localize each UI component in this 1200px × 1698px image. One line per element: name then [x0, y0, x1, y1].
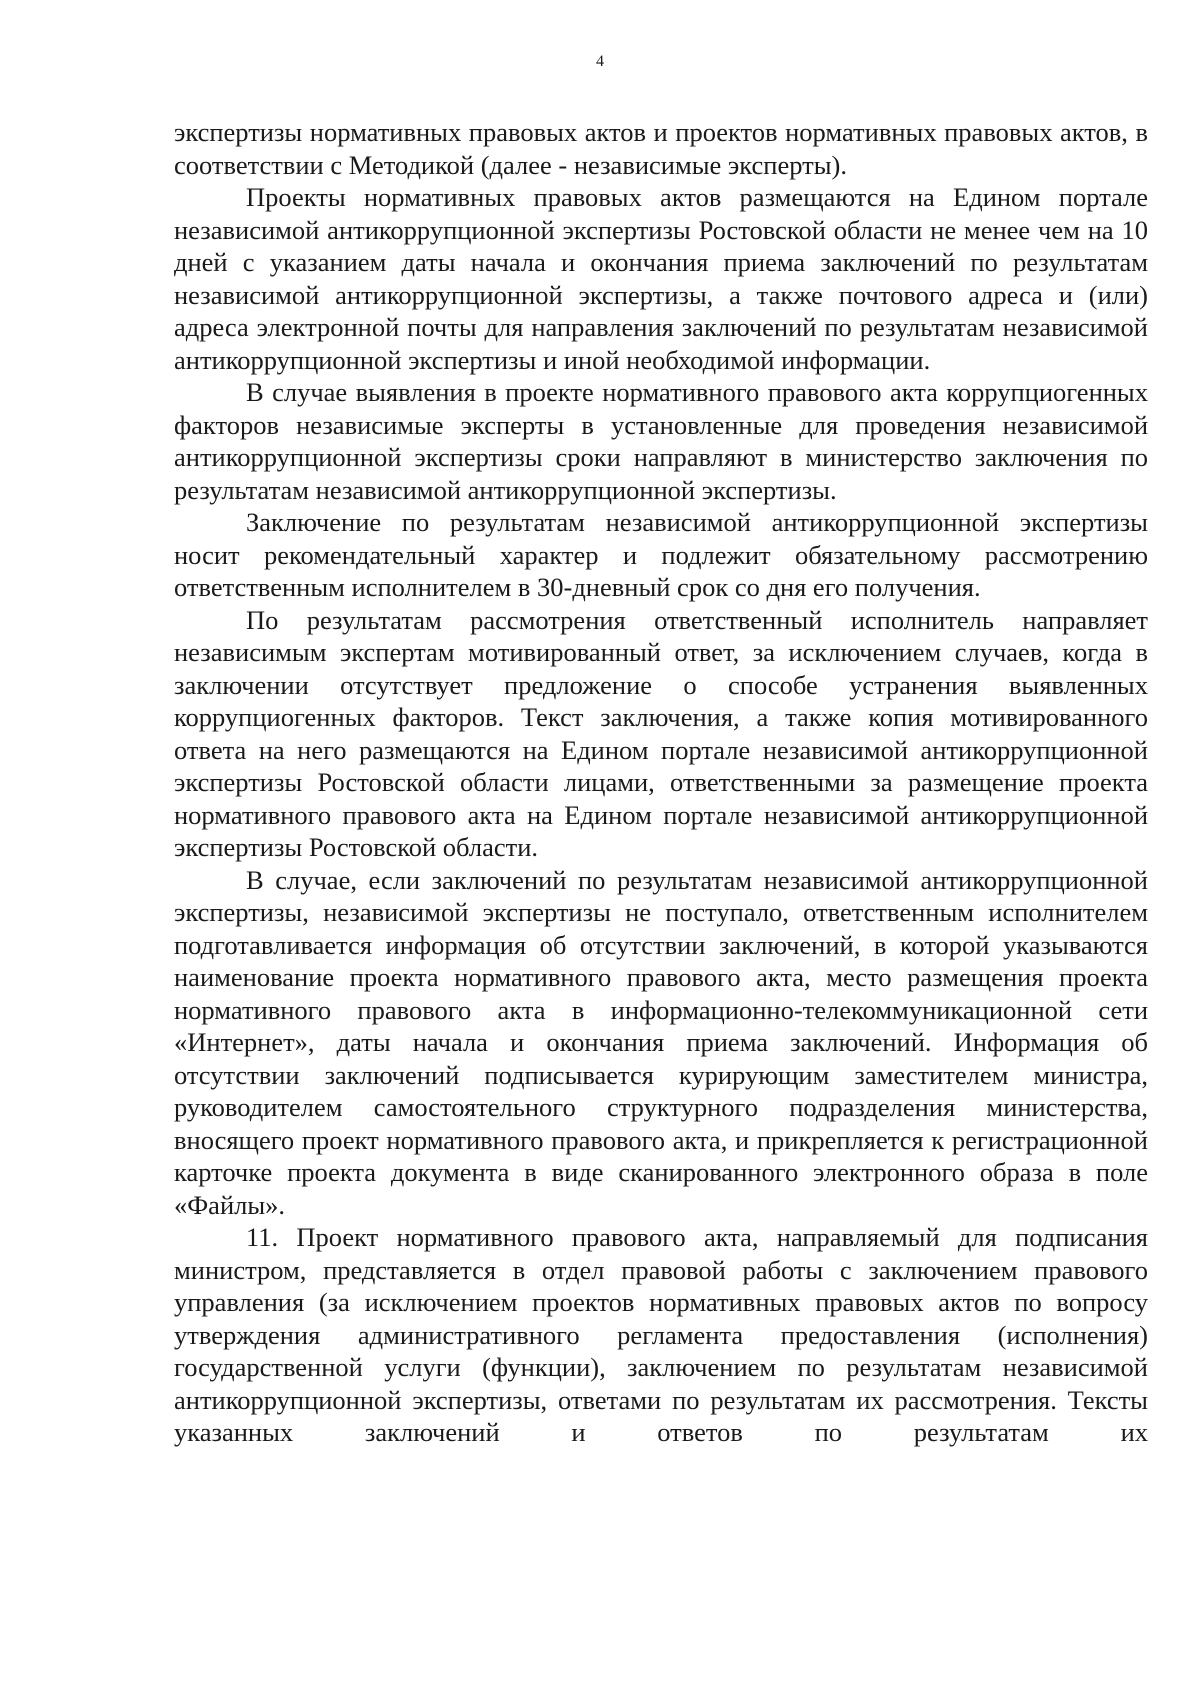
document-body	[174, 116, 1148, 1449]
paragraph-no-conclusions: В случае, если заключений по результатам независимой антикоррупционной экспертизы, независимой экспертизы не поступало, ответственным исполнителем подготавливается информация об отсутствии заключений, в которой указываются наименование проекта нормативного правового акта, место размещения проекта нормативного правового акта в информационно-телекоммуникационной сети «Интернет», даты начала и окончания приема заключений. Информация об отсутствии заключений подписывается курирующим заместителем министра, руководителем самостоятельного структурного подразделения министерства, вносящего проект нормативного правового акта, и прикрепляется к регистрационной карточке проекта документа в виде сканированного электронного образа в поле «Файлы».	[174, 864, 1148, 1220]
paragraph-reasoned-response: По результатам рассмотрения ответственный исполнитель направляет независимым экспертам мотивированный ответ, за исключением случаев, когда в заключении отсутствует предложение о способе устранения выявленных коррупциогенных факторов. Текст заключения, а также копия мотивированного ответа на него размещаются на Едином портале независимой антикоррупционной экспертизы Ростовской области лицами, ответственными за размещение проекта нормативного правового акта на Едином портале независимой антикоррупционной экспертизы Ростовской области.	[174, 604, 1148, 862]
paragraph-conclusion-nature: Заключение по результатам независимой антикоррупционной экспертизы носит рекомендательный характер и подлежит обязательному рассмотрению ответственным исполнителем в 30-дневный срок со дня его получения.	[174, 507, 1148, 602]
paragraph-portal-placement: Проекты нормативных правовых актов размещаются на Едином портале независимой антикоррупционной экспертизы Ростовской области не менее чем на 10 дней с указанием даты начала и окончания приема заключений по результатам независимой антикоррупционной экспертизы, а также почтового адреса и (или) адреса электронной почты для направления заключений по результатам независимой антикоррупционной экспертизы и иной необходимой информации.	[174, 182, 1148, 375]
page-number: 4	[596, 53, 604, 70]
paragraph-continuation: экспертизы нормативных правовых актов и проектов нормативных правовых актов, в соответствии с Методикой (далее - независимые эксперты).	[174, 117, 1148, 180]
paragraph-item-11: 11. Проект нормативного правового акта, направляемый для подписания министром, представляется в отдел правовой работы с заключением правового управления (за исключением проектов нормативных правовых актов по вопросу утверждения административного регламента предоставления (исполнения) государственной услуги (функции), заключением по результатам независимой антикоррупционной экспертизы, ответами по результатам их рассмотрения. Тексты указанных заключений и ответов по результатам их	[174, 1222, 1148, 1447]
paragraph-expert-conclusions: В случае выявления в проекте нормативного правового акта коррупциогенных факторов независимые эксперты в установленные для проведения независимой антикоррупционной экспертизы сроки направляют в министерство заключения по результатам независимой антикоррупционной экспертизы.	[174, 377, 1148, 505]
